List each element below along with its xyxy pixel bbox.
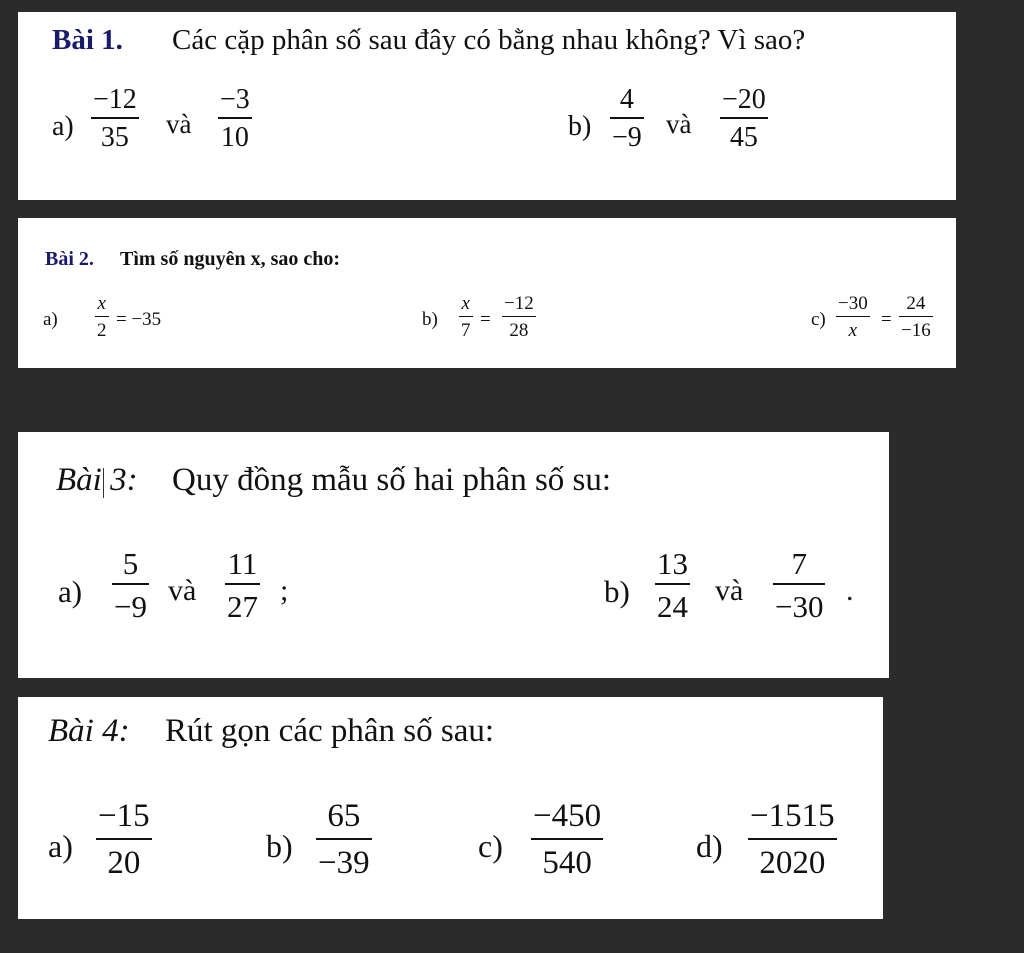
denominator: 35 bbox=[100, 122, 129, 153]
punctuation: . bbox=[846, 574, 854, 607]
fraction-bar bbox=[218, 117, 252, 119]
exercise-2-label: Bài 2. bbox=[45, 248, 94, 270]
fraction-bar bbox=[96, 838, 152, 840]
equation-rhs: = −35 bbox=[116, 309, 162, 330]
item-b-marker: b) bbox=[266, 828, 293, 864]
denominator: 28 bbox=[509, 320, 529, 341]
fraction-bar bbox=[610, 117, 644, 119]
numerator: x bbox=[97, 293, 106, 314]
denominator: 7 bbox=[461, 320, 471, 341]
item-a-marker: a) bbox=[58, 574, 83, 609]
item-b-marker: b) bbox=[568, 111, 592, 142]
numerator: −1515 bbox=[750, 798, 835, 834]
exercise-4-label: Bài 4: bbox=[48, 713, 130, 749]
fraction bbox=[96, 800, 152, 880]
denominator: −9 bbox=[612, 122, 642, 153]
fraction bbox=[459, 294, 473, 340]
fraction-bar bbox=[316, 838, 372, 840]
denominator: 20 bbox=[107, 845, 141, 881]
denominator: 10 bbox=[220, 122, 249, 153]
fraction-bar bbox=[91, 117, 139, 119]
fraction bbox=[836, 294, 870, 340]
fraction-bar bbox=[112, 583, 149, 585]
exercise-3-label-sep: : bbox=[126, 462, 138, 498]
numerator: −15 bbox=[98, 798, 150, 834]
exercise-3-prompt: Quy đồng mẫu số hai phân số su: bbox=[172, 462, 612, 498]
numerator: 5 bbox=[122, 546, 139, 581]
fraction bbox=[316, 800, 372, 880]
denominator: 2020 bbox=[759, 845, 826, 881]
item-b-marker: b) bbox=[604, 574, 630, 609]
exercise-3-label bbox=[56, 462, 138, 499]
fraction bbox=[218, 86, 252, 152]
numerator: 13 bbox=[657, 546, 688, 581]
fraction-bar bbox=[655, 583, 690, 585]
exercise-2-card bbox=[18, 218, 956, 368]
equals-sign: = bbox=[881, 309, 892, 330]
numerator: −20 bbox=[722, 84, 766, 115]
fraction-bar bbox=[748, 838, 837, 840]
denominator: −30 bbox=[775, 589, 824, 624]
fraction-bar bbox=[502, 316, 536, 317]
exercise-3-card bbox=[18, 432, 889, 678]
punctuation: ; bbox=[280, 574, 289, 607]
exercise-2-prompt: Tìm số nguyên x, sao cho: bbox=[120, 248, 341, 270]
numerator: 65 bbox=[327, 798, 361, 834]
numerator: −30 bbox=[838, 293, 868, 314]
denominator: 24 bbox=[657, 589, 688, 624]
fraction bbox=[91, 86, 139, 152]
item-c-marker: c) bbox=[478, 828, 503, 864]
exercise-4-card bbox=[18, 697, 883, 919]
denominator: −16 bbox=[901, 320, 931, 341]
fraction bbox=[225, 548, 260, 622]
item-b-marker: b) bbox=[422, 309, 438, 330]
fraction bbox=[610, 86, 644, 152]
item-a-marker: a) bbox=[48, 828, 73, 864]
denominator: −9 bbox=[114, 589, 147, 624]
numerator: 11 bbox=[227, 546, 258, 581]
numerator: 4 bbox=[619, 84, 634, 115]
fraction-bar bbox=[95, 316, 109, 317]
fraction bbox=[95, 294, 109, 340]
exercise-1-card bbox=[18, 12, 956, 200]
fraction-bar bbox=[531, 838, 603, 840]
fraction bbox=[720, 86, 768, 152]
numerator: 24 bbox=[906, 293, 926, 314]
denominator: 540 bbox=[542, 845, 592, 881]
fraction-bar bbox=[836, 316, 870, 317]
numerator: −12 bbox=[504, 293, 534, 314]
fraction bbox=[502, 294, 536, 340]
fraction bbox=[899, 294, 933, 340]
fraction bbox=[112, 548, 149, 622]
equals-sign: = bbox=[480, 309, 491, 330]
item-a-marker: a) bbox=[52, 111, 74, 142]
denominator: 45 bbox=[729, 122, 758, 153]
denominator: 2 bbox=[97, 320, 107, 341]
exercise-3-label-text: Bài 3 bbox=[56, 462, 127, 498]
item-d-marker: d) bbox=[696, 828, 723, 864]
fraction-bar bbox=[720, 117, 768, 119]
conjunction: và bbox=[715, 574, 744, 607]
conjunction: và bbox=[166, 109, 192, 139]
exercise-1-prompt: Các cặp phân số sau đây có bằng nhau không? Vì sao? bbox=[172, 24, 806, 56]
conjunction: và bbox=[168, 574, 197, 607]
exercise-4-prompt: Rút gọn các phân số sau: bbox=[165, 713, 495, 749]
fraction bbox=[655, 548, 690, 622]
conjunction: và bbox=[666, 109, 692, 139]
item-a-marker: a) bbox=[43, 309, 58, 330]
fraction-bar bbox=[773, 583, 825, 585]
denominator: x bbox=[848, 320, 858, 341]
fraction bbox=[531, 800, 603, 880]
numerator: 7 bbox=[791, 546, 807, 581]
fraction-bar bbox=[459, 316, 473, 317]
denominator: −39 bbox=[318, 845, 370, 881]
item-c-marker: c) bbox=[811, 309, 826, 330]
numerator: x bbox=[461, 293, 470, 314]
numerator: −450 bbox=[533, 798, 602, 834]
numerator: −12 bbox=[93, 84, 137, 115]
fraction-bar bbox=[899, 316, 933, 317]
denominator: 27 bbox=[227, 589, 258, 624]
text-cursor bbox=[103, 468, 105, 498]
fraction-bar bbox=[225, 583, 260, 585]
numerator: −3 bbox=[220, 84, 250, 115]
exercise-1-label: Bài 1. bbox=[52, 24, 123, 56]
fraction bbox=[773, 548, 825, 622]
fraction bbox=[748, 800, 837, 880]
